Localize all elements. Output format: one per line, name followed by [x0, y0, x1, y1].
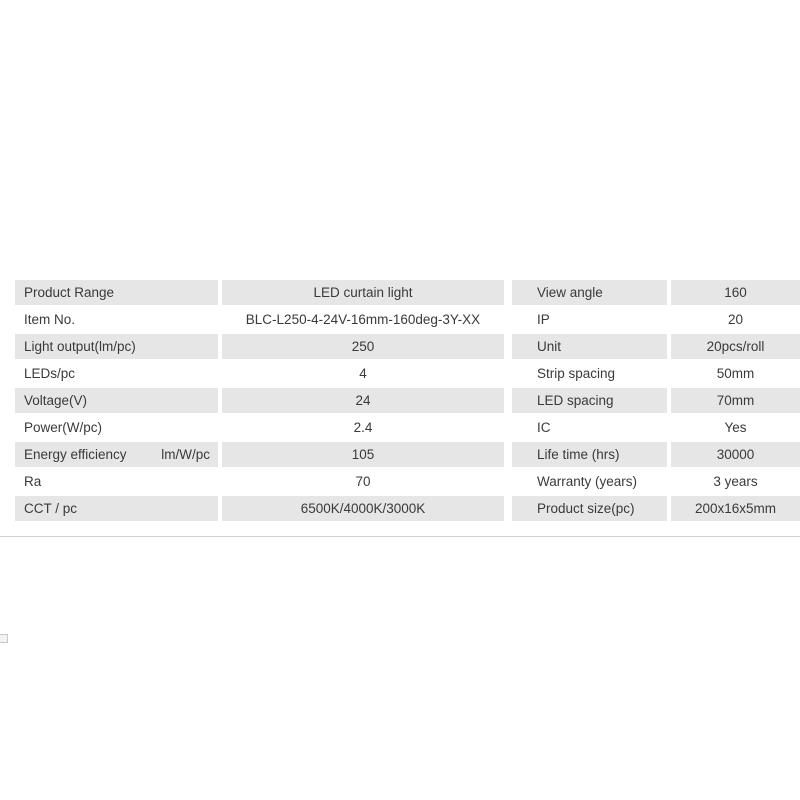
spec-value: 70mm — [671, 388, 800, 413]
spec-row — [15, 468, 504, 495]
spec-column-left — [15, 279, 504, 522]
spec-value: 160 — [671, 280, 800, 305]
spec-value: Yes — [724, 420, 747, 435]
spec-value: BLC-L250-4-24V-16mm-160deg-3Y-XX — [245, 312, 481, 327]
spec-row — [512, 441, 800, 468]
spec-row — [15, 387, 504, 414]
spec-label: Strip spacing — [537, 366, 616, 381]
spec-value: 70 — [355, 474, 371, 489]
spec-label: Life time (hrs) — [512, 442, 667, 467]
spec-label: LED spacing — [512, 388, 667, 413]
spec-table — [15, 279, 800, 523]
scroll-handle[interactable] — [0, 634, 8, 643]
spec-label: Light output(lm/pc) — [15, 334, 218, 359]
spec-column-right — [512, 279, 800, 522]
spec-row — [15, 441, 504, 468]
spec-label: LEDs/pc — [24, 366, 76, 381]
spec-row — [512, 414, 800, 441]
spec-row — [15, 360, 504, 387]
spec-label: Product Range — [15, 280, 218, 305]
spec-value: 4 — [359, 366, 367, 381]
spec-label: IP — [537, 312, 550, 327]
spec-value: 105 — [222, 442, 504, 467]
spec-value: 30000 — [671, 442, 800, 467]
spec-row — [512, 495, 800, 522]
spec-row — [512, 468, 800, 495]
spec-row — [15, 306, 504, 333]
spec-label: Product size(pc) — [512, 496, 667, 521]
spec-label-with-unit — [15, 442, 218, 467]
spec-label: Warranty (years) — [537, 474, 638, 489]
spec-row — [512, 360, 800, 387]
spec-row — [512, 387, 800, 414]
spec-label: Ra — [24, 474, 42, 489]
spec-label: IC — [537, 420, 551, 435]
spec-value: 2.4 — [353, 420, 373, 435]
spec-value: 20pcs/roll — [671, 334, 800, 359]
spec-label: Item No. — [24, 312, 76, 327]
spec-row — [15, 333, 504, 360]
spec-value: LED curtain light — [222, 280, 504, 305]
spec-row — [512, 279, 800, 306]
spec-label: Power(W/pc) — [24, 420, 103, 435]
spec-value: 20 — [727, 312, 744, 327]
spec-row — [15, 414, 504, 441]
spec-label: View angle — [512, 280, 667, 305]
spec-row — [15, 495, 504, 522]
spec-value: 3 years — [713, 474, 758, 489]
spec-value: 24 — [222, 388, 504, 413]
spec-row — [512, 306, 800, 333]
spec-value: 250 — [222, 334, 504, 359]
spec-value: 200x16x5mm — [671, 496, 800, 521]
spec-label: CCT / pc — [15, 496, 218, 521]
divider — [0, 536, 800, 537]
spec-row — [512, 333, 800, 360]
spec-value: 6500K/4000K/3000K — [222, 496, 504, 521]
spec-label: Voltage(V) — [15, 388, 218, 413]
spec-row — [15, 279, 504, 306]
spec-label: Unit — [512, 334, 667, 359]
spec-label: Energy efficiency — [24, 447, 127, 462]
spec-unit: lm/W/pc — [161, 447, 210, 462]
spec-value: 50mm — [716, 366, 755, 381]
